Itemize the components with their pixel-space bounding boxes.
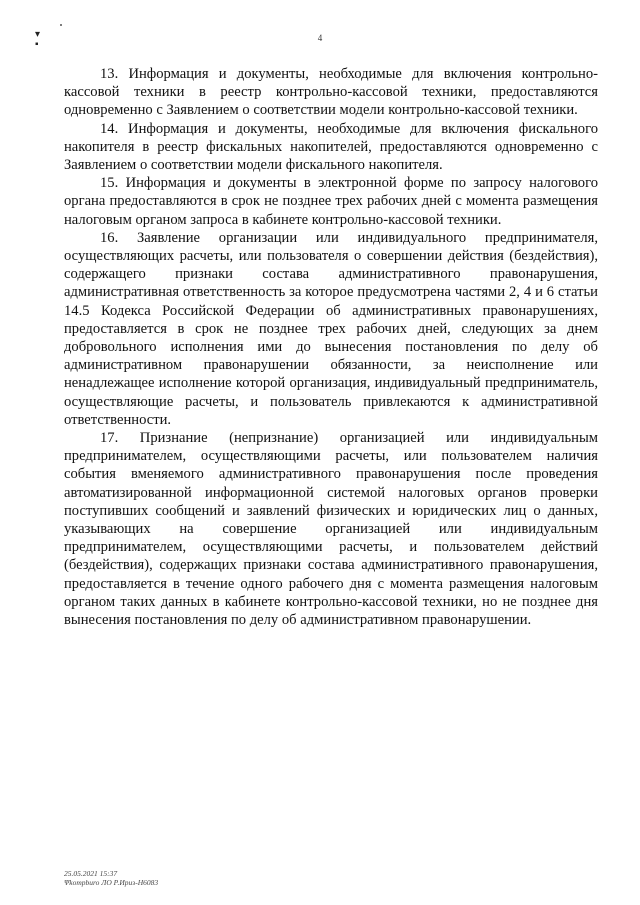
page-number: 4 (317, 33, 323, 43)
paragraph-15: 15. Информация и документы в электронной форме по запросу налогового органа предоставляются в срок не позднее трех рабочих дней с момента размещения налоговым органом запроса в кабинете контрольно-кассовой техники. (64, 175, 598, 228)
document-footer (64, 869, 158, 887)
scan-artifact-dot (60, 24, 62, 26)
paragraph-17: 17. Признание (непризнание) организацией или индивидуальным предпринимателем, осуществляющими расчеты, или пользователем наличия события вменяемого административного правонарушения после проведения автоматизированной информационной системой налоговых органов проверки поступивших сообщений и заявлений физических и юридических лиц о данных, указывающих на совершение организацией или индивидуальным предпринимателем, осуществляющими расчеты, и пользователем действий (бездействия), содержащих признаки состава административного правонарушения, предоставляется в течение одного рабочего дня с момента размещения налоговым органом таких данных в кабинете контрольно-кассовой техники, но не позднее дня вынесения постановления по делу об административном правонарушении. (64, 430, 598, 629)
paragraph-16: 16. Заявление организации или индивидуального предпринимателя, осуществляющих расчеты, или пользователя о совершении действия (бездействия), содержащего признаки состава административного правонарушения, административная ответственность за которое предусмотрена частями 2, 4 и 6 статьи 14.5 Кодекса Российской Федерации об административных правонарушениях, предоставляется в срок не позднее трех рабочих дней, следующих за днем добровольного исполнения ими до вынесения постановления по делу об административном правонарушении обязанности, за неисполнение или ненадлежащее исполнение которой организация, индивидуальный предприниматель, осуществляющие расчеты, и пользователь привлекаются к административной ответственности. (64, 229, 598, 428)
document-body (64, 65, 598, 629)
footer-source: Ψkompburo ЛО Р.Ириз-Н6083 (64, 878, 159, 887)
footer-timestamp: 25.05.2021 15:37 (64, 869, 118, 878)
paragraph-14: 14. Информация и документы, необходимые для включения фискального накопителя в реестр фискальных накопителей, предоставляются одновременно с Заявлением о соответствии модели фискального накопителя. (64, 120, 598, 174)
paragraph-13: 13. Информация и документы, необходимые для включения контрольно-кассовой техники в реестр контрольно-кассовой техники, предоставляются одновременно с Заявлением о соответствии модели контрольно-кассовой техники. (64, 66, 598, 119)
scan-artifact-mark: ▾ ▪ (35, 29, 41, 50)
